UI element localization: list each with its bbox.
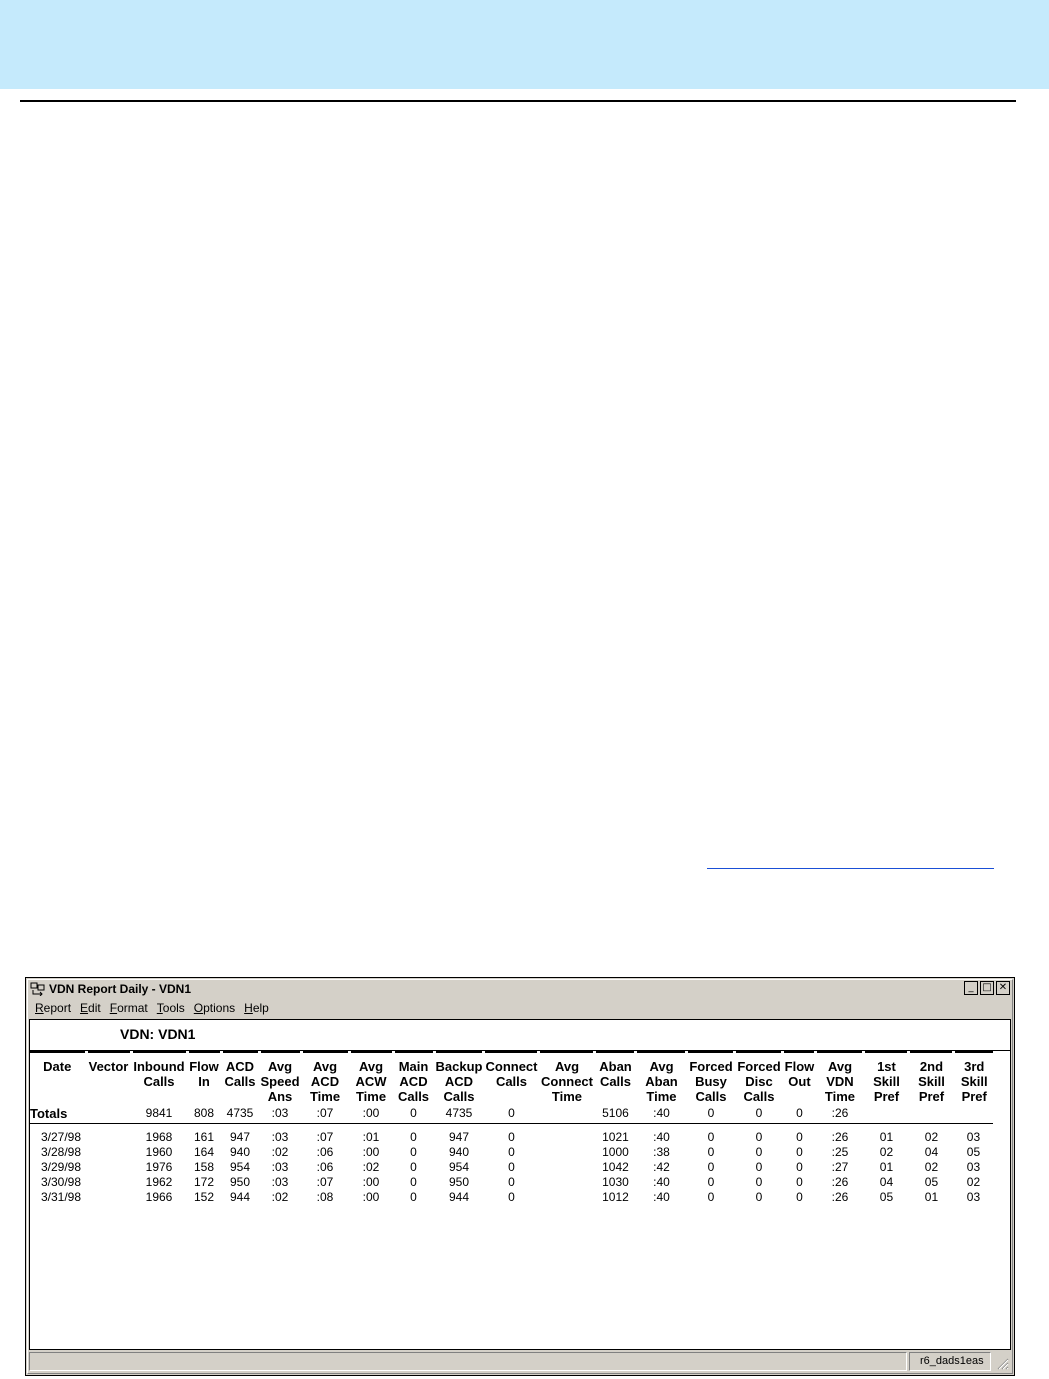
column-header-line: Calls xyxy=(224,1074,256,1089)
column-header-line: Time xyxy=(309,1089,341,1104)
column-header-line: 2nd xyxy=(919,1059,944,1074)
totals-cell: :03 xyxy=(259,1106,301,1124)
totals-cell: :26 xyxy=(816,1106,864,1124)
column-header-line: ACD xyxy=(310,1074,340,1089)
table-cell: :40 xyxy=(653,1190,670,1204)
column-header xyxy=(259,1052,301,1106)
date-cell: 3/27/98 xyxy=(40,1130,82,1144)
table-cell: 1021 xyxy=(602,1130,629,1144)
table-cell: :03 xyxy=(271,1160,289,1174)
table-cell: 0 xyxy=(410,1160,417,1174)
table-cell xyxy=(539,1160,595,1175)
table-cell: :02 xyxy=(271,1145,289,1159)
table-cell: :26 xyxy=(831,1190,849,1204)
table-row xyxy=(30,1145,993,1160)
table-cell: :06 xyxy=(316,1145,334,1159)
window-controls xyxy=(964,981,1010,995)
column-header-line: Pref xyxy=(961,1089,987,1104)
table-cell: 947 xyxy=(229,1130,251,1144)
table-cell: 0 xyxy=(755,1145,763,1159)
table-cell: 02 xyxy=(966,1175,981,1189)
table-cell: 0 xyxy=(796,1130,803,1144)
table-cell: :06 xyxy=(316,1160,334,1174)
table-cell: 158 xyxy=(193,1160,215,1174)
column-header-line: Flow xyxy=(784,1059,815,1074)
column-header-line: Time xyxy=(824,1089,856,1104)
column-header-line: Speed xyxy=(260,1074,300,1089)
table-cell: 164 xyxy=(193,1145,215,1159)
column-header-line: Disc xyxy=(745,1074,773,1089)
status-server-pane: r6_dads1eas xyxy=(909,1352,991,1371)
column-header-line: Ans xyxy=(267,1089,293,1104)
table-cell: 1960 xyxy=(145,1145,173,1159)
column-header xyxy=(783,1052,816,1106)
column-header xyxy=(484,1052,539,1106)
column-header-line: Calls xyxy=(143,1074,175,1089)
table-cell: 03 xyxy=(966,1160,981,1174)
table-cell: 01 xyxy=(924,1190,939,1204)
table-cell: 0 xyxy=(410,1145,417,1159)
table-cell: 0 xyxy=(796,1190,803,1204)
table-cell: 1030 xyxy=(602,1175,629,1189)
menu-tools[interactable] xyxy=(154,999,191,1017)
date-cell: 3/29/98 xyxy=(40,1160,82,1174)
menu-report-label: eport xyxy=(43,1001,72,1015)
table-cell: 0 xyxy=(707,1145,715,1159)
date-cell: 3/30/98 xyxy=(40,1175,82,1189)
table-cell: 0 xyxy=(410,1190,417,1204)
table-cell: 0 xyxy=(508,1175,515,1189)
column-header-line: Forced xyxy=(737,1059,781,1074)
table-cell: 947 xyxy=(448,1130,470,1144)
totals-cell xyxy=(86,1106,131,1124)
table-cell: 1042 xyxy=(602,1160,629,1174)
column-header-line: Skill xyxy=(918,1074,945,1089)
table-cell: 02 xyxy=(879,1145,894,1159)
menu-options-mnemonic: O xyxy=(193,1001,204,1015)
totals-cell: 0 xyxy=(687,1106,735,1124)
column-header-line: Aban xyxy=(645,1074,678,1089)
column-header xyxy=(349,1052,393,1106)
table-cell: :26 xyxy=(831,1130,849,1144)
table-cell: 1968 xyxy=(145,1130,173,1144)
table-cell: 152 xyxy=(193,1190,215,1204)
table-cell: 0 xyxy=(796,1160,803,1174)
column-header xyxy=(301,1052,349,1106)
table-cell: 950 xyxy=(229,1175,251,1189)
report-window xyxy=(25,977,1015,1376)
table-cell: 0 xyxy=(755,1175,763,1189)
table-cell: 02 xyxy=(924,1160,939,1174)
table-cell: :00 xyxy=(362,1175,380,1189)
table-cell xyxy=(86,1145,131,1160)
totals-cell xyxy=(954,1106,993,1124)
table-cell: 04 xyxy=(924,1145,939,1159)
column-header-line: Vector xyxy=(88,1059,129,1074)
menu-options-label: ptions xyxy=(203,1001,236,1015)
column-header xyxy=(687,1052,735,1106)
table-cell: 950 xyxy=(448,1175,470,1189)
totals-label: Totals xyxy=(30,1106,86,1124)
table-cell: 944 xyxy=(448,1190,470,1204)
table-cell: 1966 xyxy=(145,1190,173,1204)
totals-cell: 9841 xyxy=(131,1106,187,1124)
menu-tools-label: ools xyxy=(162,1001,185,1015)
column-header-line: Avg xyxy=(649,1059,674,1074)
app-icon[interactable] xyxy=(30,982,46,996)
menu-report[interactable] xyxy=(32,999,77,1017)
close-button[interactable]: ✕ xyxy=(996,981,1010,995)
table-cell: 0 xyxy=(707,1175,715,1189)
totals-cell: 4735 xyxy=(434,1106,484,1124)
column-header-line: Avg xyxy=(312,1059,338,1074)
table-cell: 1000 xyxy=(602,1145,629,1159)
column-header-line: Calls xyxy=(397,1089,430,1104)
title-bar[interactable] xyxy=(28,980,1012,998)
column-header xyxy=(636,1052,687,1106)
totals-cell: 808 xyxy=(187,1106,221,1124)
menu-help-label: elp xyxy=(252,1001,269,1015)
table-cell xyxy=(539,1190,595,1205)
menu-format[interactable] xyxy=(107,999,154,1017)
maximize-button[interactable]: □ xyxy=(980,981,994,995)
table-cell: 0 xyxy=(508,1160,515,1174)
menu-edit[interactable] xyxy=(77,999,107,1017)
column-header-line: Time xyxy=(551,1089,583,1104)
column-header xyxy=(393,1052,434,1106)
column-header-line: ACD xyxy=(225,1059,255,1074)
table-cell: :25 xyxy=(831,1145,849,1159)
table-cell: :01 xyxy=(362,1130,380,1144)
status-bar xyxy=(29,1352,1011,1372)
column-header-line: Calls xyxy=(695,1089,727,1104)
column-header-line: Aban xyxy=(599,1059,632,1074)
table-row xyxy=(30,1130,993,1145)
menu-options[interactable] xyxy=(191,999,241,1017)
column-header-line: Calls xyxy=(443,1089,475,1104)
menu-help-mnemonic: H xyxy=(244,1001,253,1015)
totals-cell xyxy=(539,1106,595,1124)
table-cell: 0 xyxy=(796,1175,803,1189)
date-cell: 3/28/98 xyxy=(40,1145,82,1159)
header-row xyxy=(30,1052,993,1106)
page-header-band xyxy=(0,0,1049,89)
totals-cell: 0 xyxy=(393,1106,434,1124)
table-cell: :00 xyxy=(362,1145,380,1159)
column-header xyxy=(539,1052,595,1106)
table-cell: 04 xyxy=(879,1175,894,1189)
column-header-line: Inbound xyxy=(133,1059,185,1074)
table-cell: :42 xyxy=(653,1160,670,1174)
table-cell: 0 xyxy=(508,1190,515,1204)
column-header xyxy=(30,1052,86,1106)
date-cell: 3/31/98 xyxy=(40,1190,82,1204)
column-header-line: Backup xyxy=(435,1059,483,1074)
menu-format-label: ormat xyxy=(117,1001,148,1015)
column-header xyxy=(434,1052,484,1106)
totals-row xyxy=(30,1106,993,1124)
table-cell xyxy=(539,1130,595,1145)
column-header-line: Avg xyxy=(554,1059,580,1074)
table-cell: 03 xyxy=(966,1190,981,1204)
table-cell: 0 xyxy=(755,1130,763,1144)
table-cell: 02 xyxy=(924,1130,939,1144)
column-header-line: Forced xyxy=(689,1059,733,1074)
column-header-line: Pref xyxy=(873,1089,900,1104)
report-table xyxy=(30,1051,993,1205)
column-header-line: Connect xyxy=(485,1059,538,1074)
table-cell xyxy=(86,1190,131,1205)
menu-report-mnemonic: R xyxy=(35,1001,44,1015)
column-header-line: Calls xyxy=(495,1074,528,1089)
totals-cell xyxy=(864,1106,909,1124)
table-cell: :03 xyxy=(271,1175,289,1189)
column-header-line: Out xyxy=(788,1074,811,1089)
table-cell: 954 xyxy=(448,1160,470,1174)
column-header xyxy=(221,1052,259,1106)
column-header-line: 3rd xyxy=(964,1059,985,1074)
totals-cell: 5106 xyxy=(595,1106,636,1124)
table-cell xyxy=(86,1160,131,1175)
menu-bar xyxy=(32,999,275,1017)
table-cell: 0 xyxy=(410,1130,417,1144)
table-cell: :02 xyxy=(362,1160,380,1174)
table-cell: 0 xyxy=(410,1175,417,1189)
column-header-line: Connect xyxy=(540,1074,593,1089)
menu-edit-label: dit xyxy=(88,1001,101,1015)
vdn-header xyxy=(30,1020,1010,1051)
table-cell: :02 xyxy=(271,1190,289,1204)
column-header-line: Avg xyxy=(827,1059,853,1074)
column-header xyxy=(86,1052,131,1106)
table-cell: :26 xyxy=(831,1175,849,1189)
column-header xyxy=(735,1052,783,1106)
table-cell: 0 xyxy=(755,1190,763,1204)
column-header-line: ACW xyxy=(355,1074,387,1089)
totals-cell: 0 xyxy=(783,1106,816,1124)
column-header-line: ACD xyxy=(444,1074,474,1089)
column-header-line: Main xyxy=(398,1059,429,1074)
table-cell: 0 xyxy=(755,1160,763,1174)
table-cell: 0 xyxy=(707,1190,715,1204)
report-body xyxy=(30,1106,993,1205)
column-header xyxy=(954,1052,993,1106)
table-cell: 05 xyxy=(924,1175,939,1189)
minimize-button[interactable]: _ xyxy=(964,981,978,995)
table-cell: 03 xyxy=(966,1130,981,1144)
column-header-line: Avg xyxy=(267,1059,293,1074)
totals-cell xyxy=(909,1106,954,1124)
column-header xyxy=(595,1052,636,1106)
column-header xyxy=(909,1052,954,1106)
table-cell: :00 xyxy=(362,1190,380,1204)
table-cell: 1962 xyxy=(145,1175,173,1189)
menu-help[interactable] xyxy=(241,999,275,1017)
report-content[interactable] xyxy=(29,1019,1011,1350)
menu-edit-mnemonic: E xyxy=(80,1001,89,1015)
table-cell: 0 xyxy=(796,1145,803,1159)
vdn-label: VDN: VDN1 xyxy=(120,1026,196,1042)
table-cell: 05 xyxy=(879,1190,894,1204)
table-cell: :40 xyxy=(653,1175,670,1189)
table-cell: 172 xyxy=(193,1175,215,1189)
column-header xyxy=(816,1052,864,1106)
table-cell: 0 xyxy=(508,1130,515,1144)
table-cell: 940 xyxy=(229,1145,251,1159)
column-header-line: In xyxy=(198,1074,210,1089)
table-cell: 01 xyxy=(879,1130,894,1144)
column-header-line: Skill xyxy=(873,1074,900,1089)
table-cell: :07 xyxy=(316,1130,334,1144)
link-underline[interactable] xyxy=(707,868,994,869)
table-cell: :27 xyxy=(831,1160,849,1174)
status-main-pane xyxy=(29,1352,907,1371)
column-header xyxy=(187,1052,221,1106)
column-header-line: Avg xyxy=(358,1059,384,1074)
table-cell: :38 xyxy=(653,1145,670,1159)
totals-cell: 0 xyxy=(735,1106,783,1124)
table-cell: 01 xyxy=(879,1160,894,1174)
column-header-line: Skill xyxy=(960,1074,988,1089)
totals-cell: 4735 xyxy=(221,1106,259,1124)
table-cell: :08 xyxy=(316,1190,334,1204)
table-cell: 161 xyxy=(193,1130,215,1144)
table-cell: :40 xyxy=(653,1130,670,1144)
menu-format-mnemonic: F xyxy=(109,1001,118,1015)
table-cell: :03 xyxy=(271,1130,289,1144)
table-cell: 954 xyxy=(229,1160,251,1174)
resize-grip-icon[interactable] xyxy=(995,1356,1009,1370)
column-header-line: 1st xyxy=(877,1059,896,1074)
table-cell: 0 xyxy=(707,1160,715,1174)
column-header-line: Flow xyxy=(189,1059,219,1074)
table-cell: 0 xyxy=(508,1145,515,1159)
totals-cell: :00 xyxy=(349,1106,393,1124)
table-cell: 05 xyxy=(966,1145,981,1159)
table-cell xyxy=(86,1175,131,1190)
table-cell: 940 xyxy=(448,1145,470,1159)
column-header-line: VDN xyxy=(826,1074,854,1089)
column-header-line: Time xyxy=(355,1089,387,1104)
table-row xyxy=(30,1160,993,1175)
table-cell xyxy=(539,1145,595,1160)
totals-cell: :07 xyxy=(301,1106,349,1124)
table-cell: 0 xyxy=(707,1130,715,1144)
table-row xyxy=(30,1175,993,1190)
table-cell: 1012 xyxy=(602,1190,629,1204)
column-header xyxy=(131,1052,187,1106)
column-header-line: Date xyxy=(43,1059,72,1074)
table-cell: :07 xyxy=(316,1175,334,1189)
column-header xyxy=(864,1052,909,1106)
column-header-line: Calls xyxy=(599,1074,632,1089)
header-divider xyxy=(20,100,1016,102)
menu-tools-mnemonic: T xyxy=(156,1001,163,1015)
column-header-line: Time xyxy=(646,1089,677,1104)
table-row xyxy=(30,1190,993,1205)
table-cell: 1976 xyxy=(145,1160,173,1174)
table-cell xyxy=(539,1175,595,1190)
window-title: VDN Report Daily - VDN1 xyxy=(49,982,192,996)
column-header-line: ACD xyxy=(399,1074,428,1089)
table-cell: 944 xyxy=(229,1190,251,1204)
table-cell xyxy=(86,1130,131,1145)
column-header-line: Busy xyxy=(695,1074,727,1089)
column-header-line: Calls xyxy=(743,1089,775,1104)
totals-cell: :40 xyxy=(636,1106,687,1124)
column-header-line: Pref xyxy=(918,1089,945,1104)
totals-cell: 0 xyxy=(484,1106,539,1124)
